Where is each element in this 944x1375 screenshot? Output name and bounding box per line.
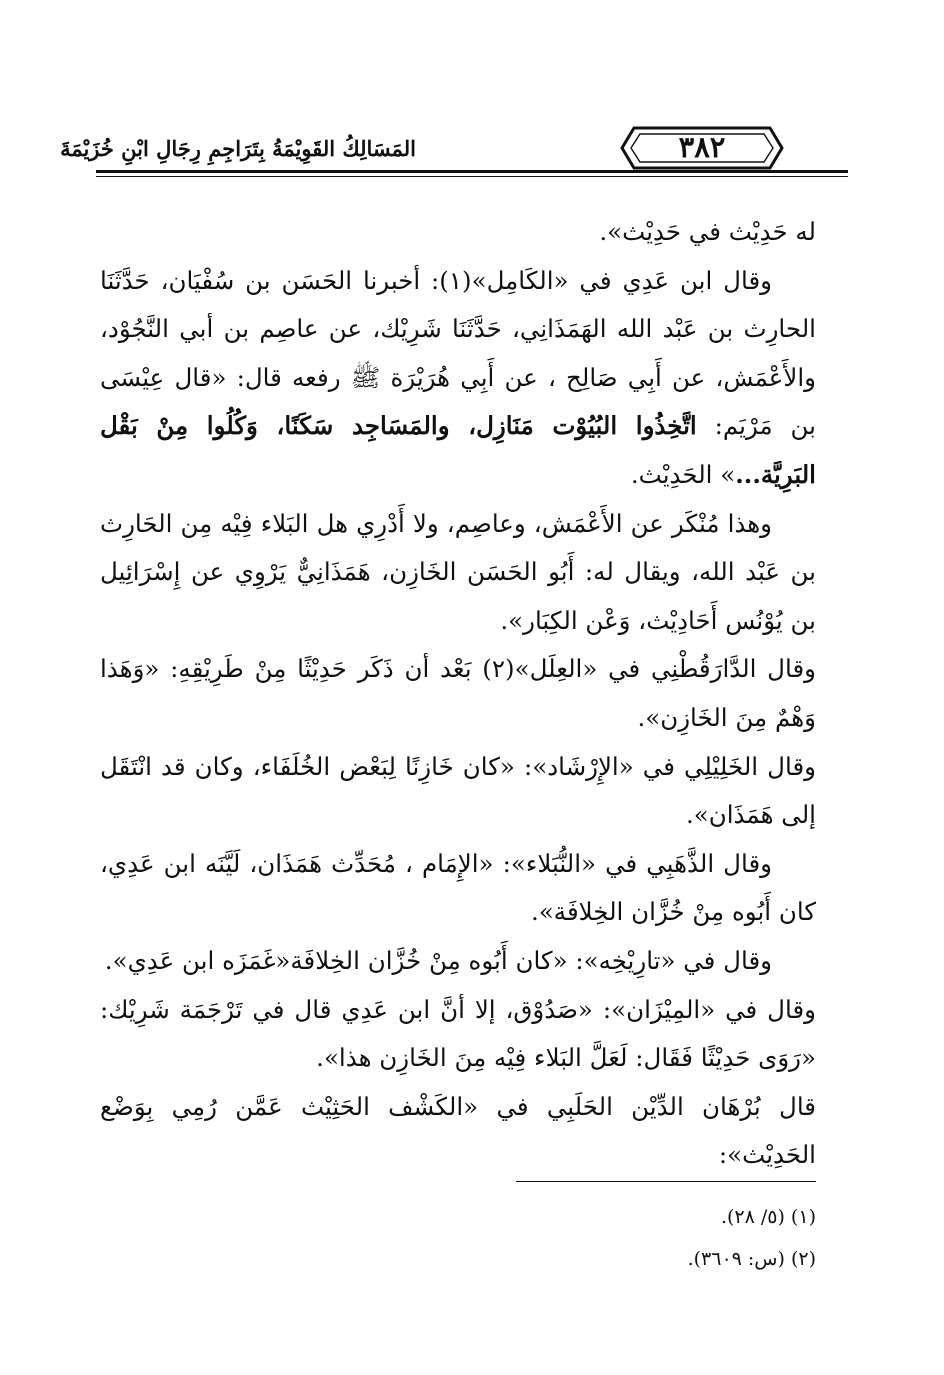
footnotes: [100, 1196, 816, 1280]
paragraph-9: قال بُرْهَان الدِّيْن الحَلَبِي في «الكَشْف الحَثِيْث عَمَّن رُمِي بِوَضْع الحَدِيْث»:: [100, 1091, 816, 1170]
paragraph-1: له حَدِيْث في حَدِيْث».: [599, 217, 816, 246]
paragraph-2: [100, 257, 816, 500]
page-number: ٣٨٢: [678, 130, 726, 164]
page-number-ornament: [620, 124, 784, 172]
paragraph-8: وقال في «المِيْزَان»: «صَدُوْق، إلا أنَّ ابن عَدِي قال في تَرْجَمَة شَرِيْك: «رَوَى حَدِيْثًا فَقَال: لَعَلَّ البَلاء فِيْه مِنَ الخَازِن هذا».: [100, 994, 816, 1073]
paragraph-7: وقال في «تارِيْخِه»: «كان أَبُوه مِنْ خُزَّان الخِلافَة«غَمَزَه ابن عَدِي».: [104, 945, 772, 975]
paragraph-2-tail: » الحَدِيْث.: [630, 459, 736, 489]
paragraph-5: وقال الخَلِيْلِي في «الإِرْشَاد»: «كان خَازِنًا لِبَعْض الخُلَفَاء، وكان قد انْتَقَل إلى هَمَذَان».: [100, 751, 816, 830]
paragraph-6: وقال الذَّهَبِي في «النُّبَلاء»: «الإِمَام ، مُحَدِّث هَمَذَان، لَيَّنَه ابن عَدِي، كان أَبُوه مِنْ خُزَّان الخِلافَة».: [100, 848, 816, 927]
running-title: المَسَالِكُ القَوِيْمَةُ بِتَرَاجِمِ رِجَالِ ابْنِ خُزَيْمَةَ: [60, 136, 416, 161]
paragraph-2-text: وقال ابن عَدِي في «الكَامِل»(١): أخبرنا الحَسَن بن سُفْيَان، حَدَّثَنَا الحارِث بن عَبْد الله الهَمَذَانِي، حَدَّثَنَا شَرِيْك، عن عاصِم بن أبي النَّجُوْد، والأَعْمَش، عن أَبِي صَالِح ، عن أَبِي هُرَيْرَة ﷺ رفعه قال: «قال عِيْسَى بن مَرْيَم:: [100, 265, 816, 441]
footnote-1: (١) (٥/ ٢٨).: [720, 1206, 816, 1228]
paragraph-3: وهذا مُنْكَر عن الأَعْمَش، وعاصِم، ولا أَدْرِي هل البَلاء فِيْه مِن الحَارِث بن عَبْد الله، ويقال له: أَبُو الحَسَن الخَازِن، هَمَذَانِيٌّ يَرْوِي عن إِسْرَائِيل بن يُوْنُس أَحَادِيْث، وَعْن الكِبَار».: [100, 508, 816, 635]
paragraph-4: وقال الدَّارَقُطْنِي في «العِلَل»(٢) بَعْد أن ذَكَر حَدِيْثًا مِنْ طَرِيْقِهِ: «وَهَذا وَهْمٌ مِنَ الخَازِن».: [100, 654, 816, 732]
main-text: [100, 208, 816, 1180]
page-header: [60, 104, 848, 184]
header-rule-thin: [96, 176, 848, 177]
footnote-2: (٢) (س: ٣٦٠٩).: [687, 1248, 816, 1270]
hadith-quote: اتَّخِذُوا البُيُوْت مَنَازِل، والمَسَاجِد سَكَنًا، وَكُلُوا مِنْ بَقْل البَرِيَّة...: [100, 411, 816, 489]
footnote-separator: [516, 1181, 816, 1182]
header-rule-thick: [96, 170, 848, 173]
